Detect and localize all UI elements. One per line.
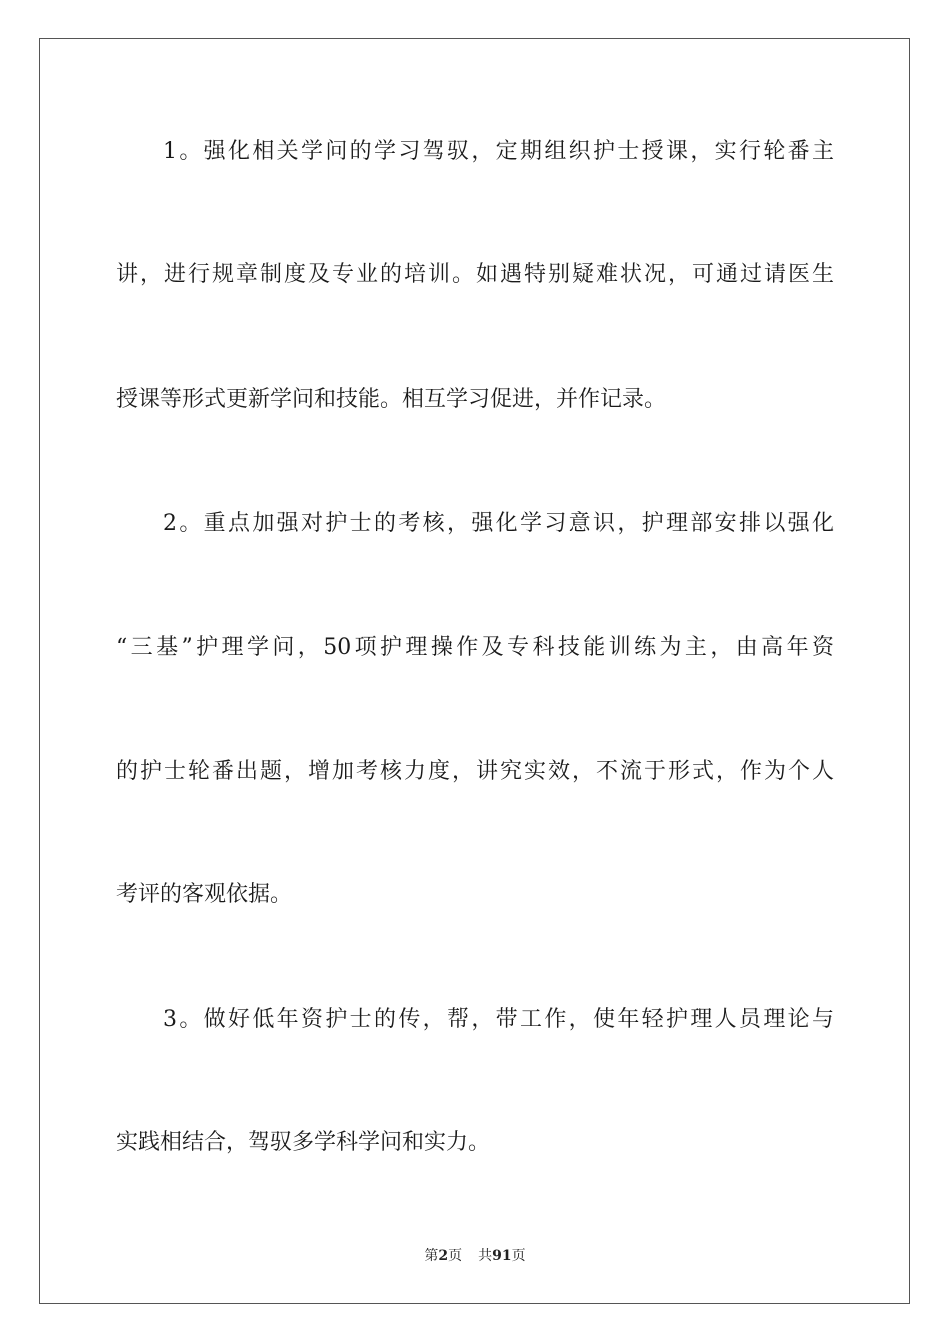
footer-total-suffix: 页: [511, 1248, 526, 1264]
footer-page-prefix: 第: [424, 1248, 439, 1264]
footer-total-prefix: 共: [478, 1248, 493, 1264]
footer-total-pages: 91: [492, 1248, 512, 1264]
footer-page-number: 2: [438, 1248, 449, 1264]
paragraph-1-line-2: 讲，进行规章制度及专业的培训。如遇特别疑难状况，可通过请医生: [116, 262, 834, 287]
page-footer: [0, 1246, 950, 1266]
paragraph-3-line-1: 3。做好低年资护士的传，帮，带工作，使年轻护理人员理论与: [163, 1007, 834, 1032]
paragraph-1-line-1: 1。强化相关学问的学习驾驭，定期组织护士授课，实行轮番主: [163, 139, 834, 164]
paragraph-2-line-1: 2。重点加强对护士的考核，强化学习意识，护理部安排以强化: [163, 511, 834, 536]
paragraph-3-line-2: 实践相结合，驾驭多学科学问和实力。: [116, 1130, 491, 1155]
footer-page-suffix: 页: [448, 1248, 463, 1264]
paragraph-2-line-3: 的护士轮番出题，增加考核力度，讲究实效，不流于形式，作为个人: [116, 759, 834, 784]
paragraph-2-line-2: “三基”护理学问，50项护理操作及专科技能训练为主，由高年资: [116, 635, 834, 660]
paragraph-1-line-3: 授课等形式更新学问和技能。相互学习促进，并作记录。: [116, 387, 667, 412]
page-border: [39, 38, 910, 1304]
paragraph-2-line-4: 考评的客观依据。: [116, 882, 293, 907]
